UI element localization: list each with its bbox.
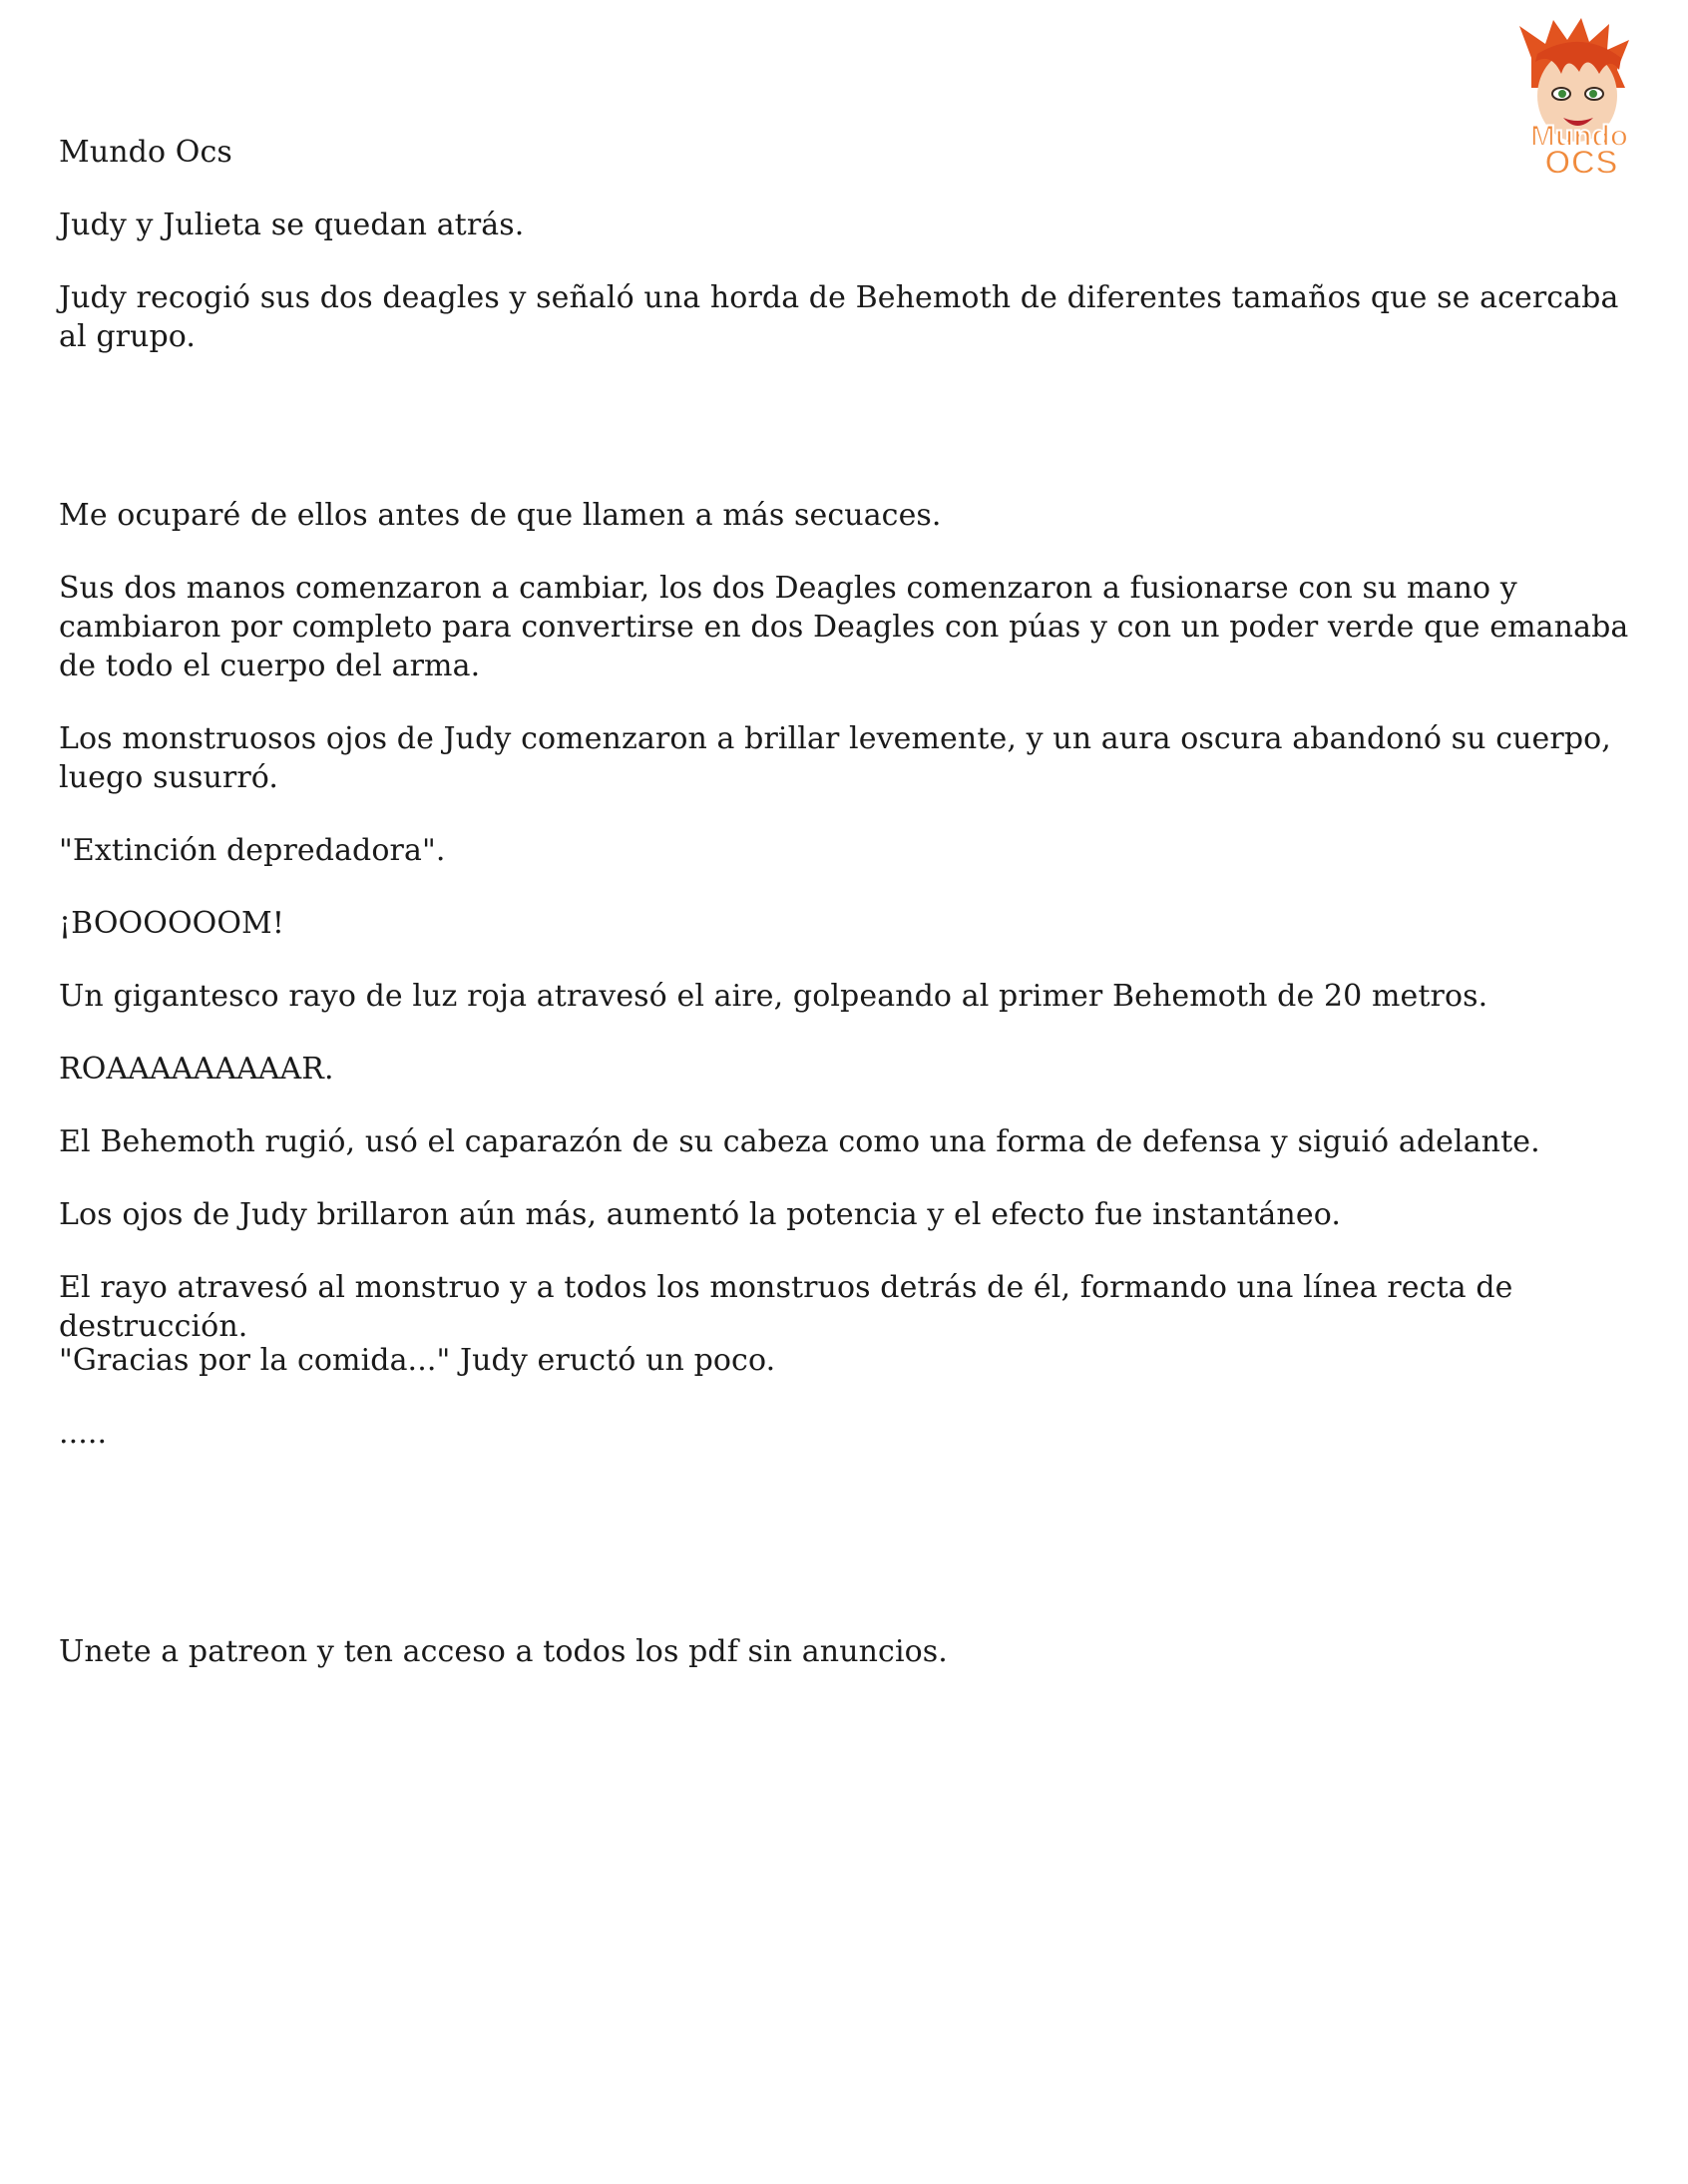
paragraph: ROAAAAAAAAAR.: [59, 1052, 334, 1087]
paragraph: "Extinción depredadora".: [59, 833, 446, 868]
paragraph: "Gracias por la comida..." Judy eructó un poco.: [59, 1343, 776, 1378]
paragraph: Un gigantesco rayo de luz roja atravesó el aire, golpeando al primer Behemoth de 20 metros.: [59, 979, 1488, 1014]
paragraph-footer-note: Unete a patreon y ten acceso a todos los pdf sin anuncios.: [59, 1634, 948, 1669]
ellipsis-separator: .....: [59, 1416, 108, 1451]
logo-text-mundo: Mundo: [1529, 120, 1629, 153]
logo-text-ocs: OCS: [1544, 144, 1618, 178]
paragraph: Judy recogió sus dos deagles y señaló una horda de Behemoth de diferentes tamaños que se acercaba al grupo.: [59, 280, 1619, 354]
paragraph: ¡BOOOOOOM!: [59, 906, 284, 941]
paragraph: Me ocuparé de ellos antes de que llamen a más secuaces.: [59, 498, 942, 533]
paragraph-header: Mundo Ocs: [59, 135, 232, 170]
paragraph: El rayo atravesó al monstruo y a todos los monstruos detrás de él, formando una línea recta de destrucción.: [59, 1270, 1513, 1344]
paragraph: Los ojos de Judy brillaron aún más, aumentó la potencia y el efecto fue instantáneo.: [59, 1197, 1341, 1232]
paragraph: Judy y Julieta se quedan atrás.: [59, 208, 525, 242]
paragraph: Los monstruosos ojos de Judy comenzaron a brillar levemente, y un aura oscura abandonó su cuerpo, luego susurró.: [59, 721, 1611, 795]
paragraph: El Behemoth rugió, usó el caparazón de su cabeza como una forma de defensa y siguió adelante.: [59, 1124, 1540, 1159]
paragraph: Sus dos manos comenzaron a cambiar, los dos Deagles comenzaron a fusionarse con su mano y cambiaron por completo para convertirse en dos Deagles con púas y con un poder verde que emanaba de todo el cuerpo del arma.: [59, 571, 1629, 683]
